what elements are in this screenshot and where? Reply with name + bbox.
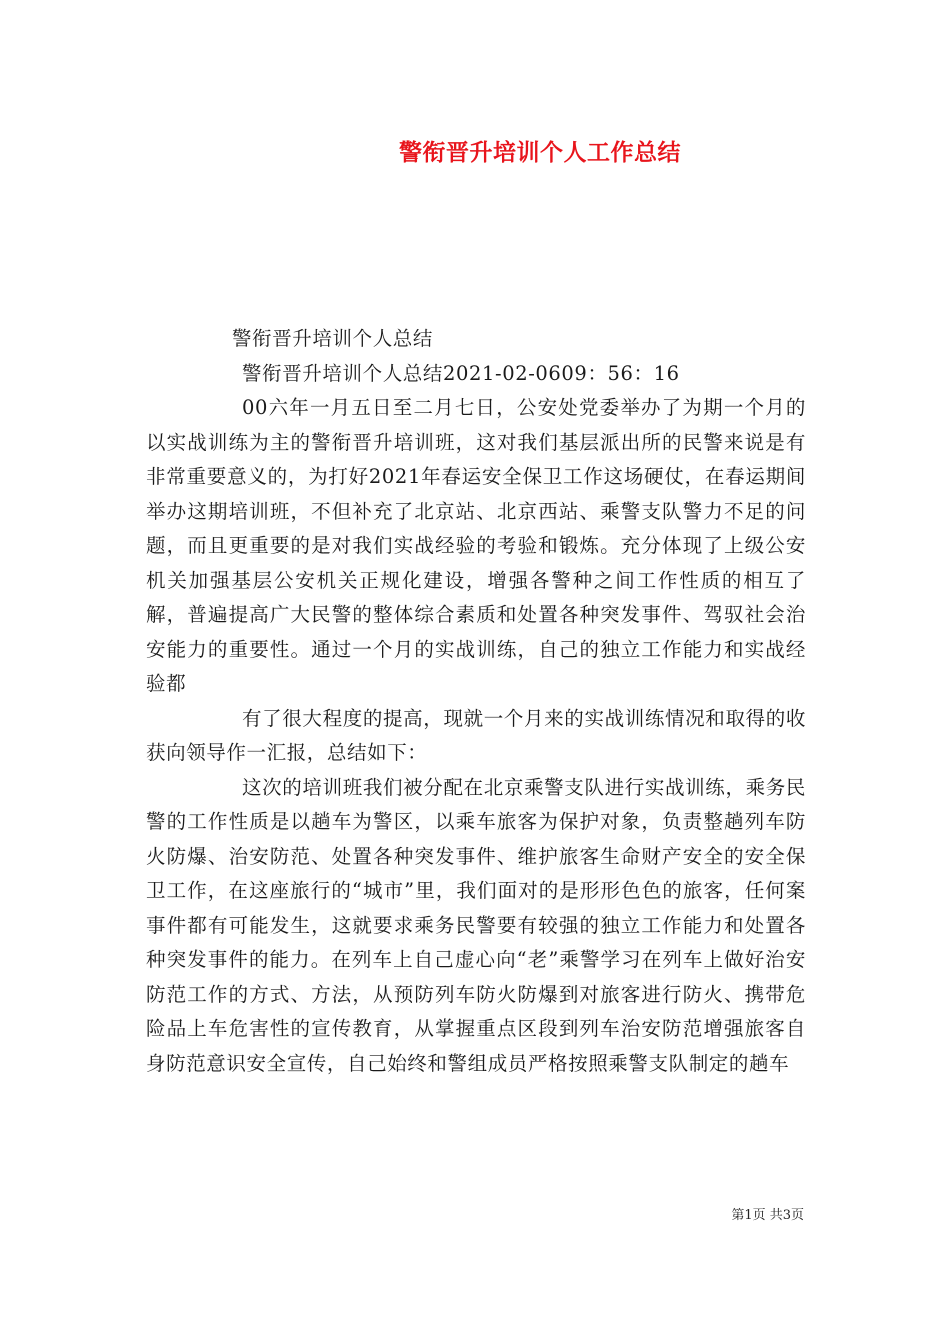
document-meta-line: 警衔晋升培训个人总结2021-02-0609：56：16 xyxy=(242,361,680,385)
document-body xyxy=(146,322,806,1081)
document-subtitle: 警衔晋升培训个人总结 xyxy=(232,327,434,350)
paragraph: 00六年一月五日至二月七日，公安处党委举办了为期一个月的以实战训练为主的警衔晋升培训班，这对我们基层派出所的民警来说是有非常重要意义的，为打好2021年春运安全保卫工作这场硬仗，在春运期间举办这期培训班，不但补充了北京站、北京西站、乘警支队警力不足的问题，而且更重要的是对我们实战经验的考验和锻炼。充分体现了上级公安机关加强基层公安机关正规化建设，增强各警种之间工作性质的相互了解，普遍提高广大民警的整体综合素质和处置各种突发事件、驾驭社会治安能力的重要性。通过一个月的实战训练，自己的独立工作能力和实战经验都 xyxy=(146,396,806,695)
page-number-footer: 第1页 共3页 xyxy=(731,1208,804,1223)
paragraph: 有了很大程度的提高，现就一个月来的实战训练情况和取得的收获向领导作一汇报，总结如下： xyxy=(146,706,806,764)
document-title: 警衔晋升培训个人工作总结 xyxy=(399,140,681,166)
paragraph: 这次的培训班我们被分配在北京乘警支队进行实战训练，乘务民警的工作性质是以趟车为警区，以乘车旅客为保护对象，负责整趟列车防火防爆、治安防范、处置各种突发事件、维护旅客生命财产安全的安全保卫工作，在这座旅行的“城市”里，我们面对的是形形色色的旅客，任何案事件都有可能发生，这就要求乘务民警要有较强的独立工作能力和处置各种突发事件的能力。在列车上自己虚心向“老”乘警学习在列车上做好治安防范工作的方式、方法，从预防列车防火防爆到对旅客进行防火、携带危险品上车危害性的宣传教育，从掌握重点区段到列车治安防范增强旅客自身防范意识安全宣传，自己始终和警组成员严格按照乘警支队制定的趟车 xyxy=(146,775,806,1075)
